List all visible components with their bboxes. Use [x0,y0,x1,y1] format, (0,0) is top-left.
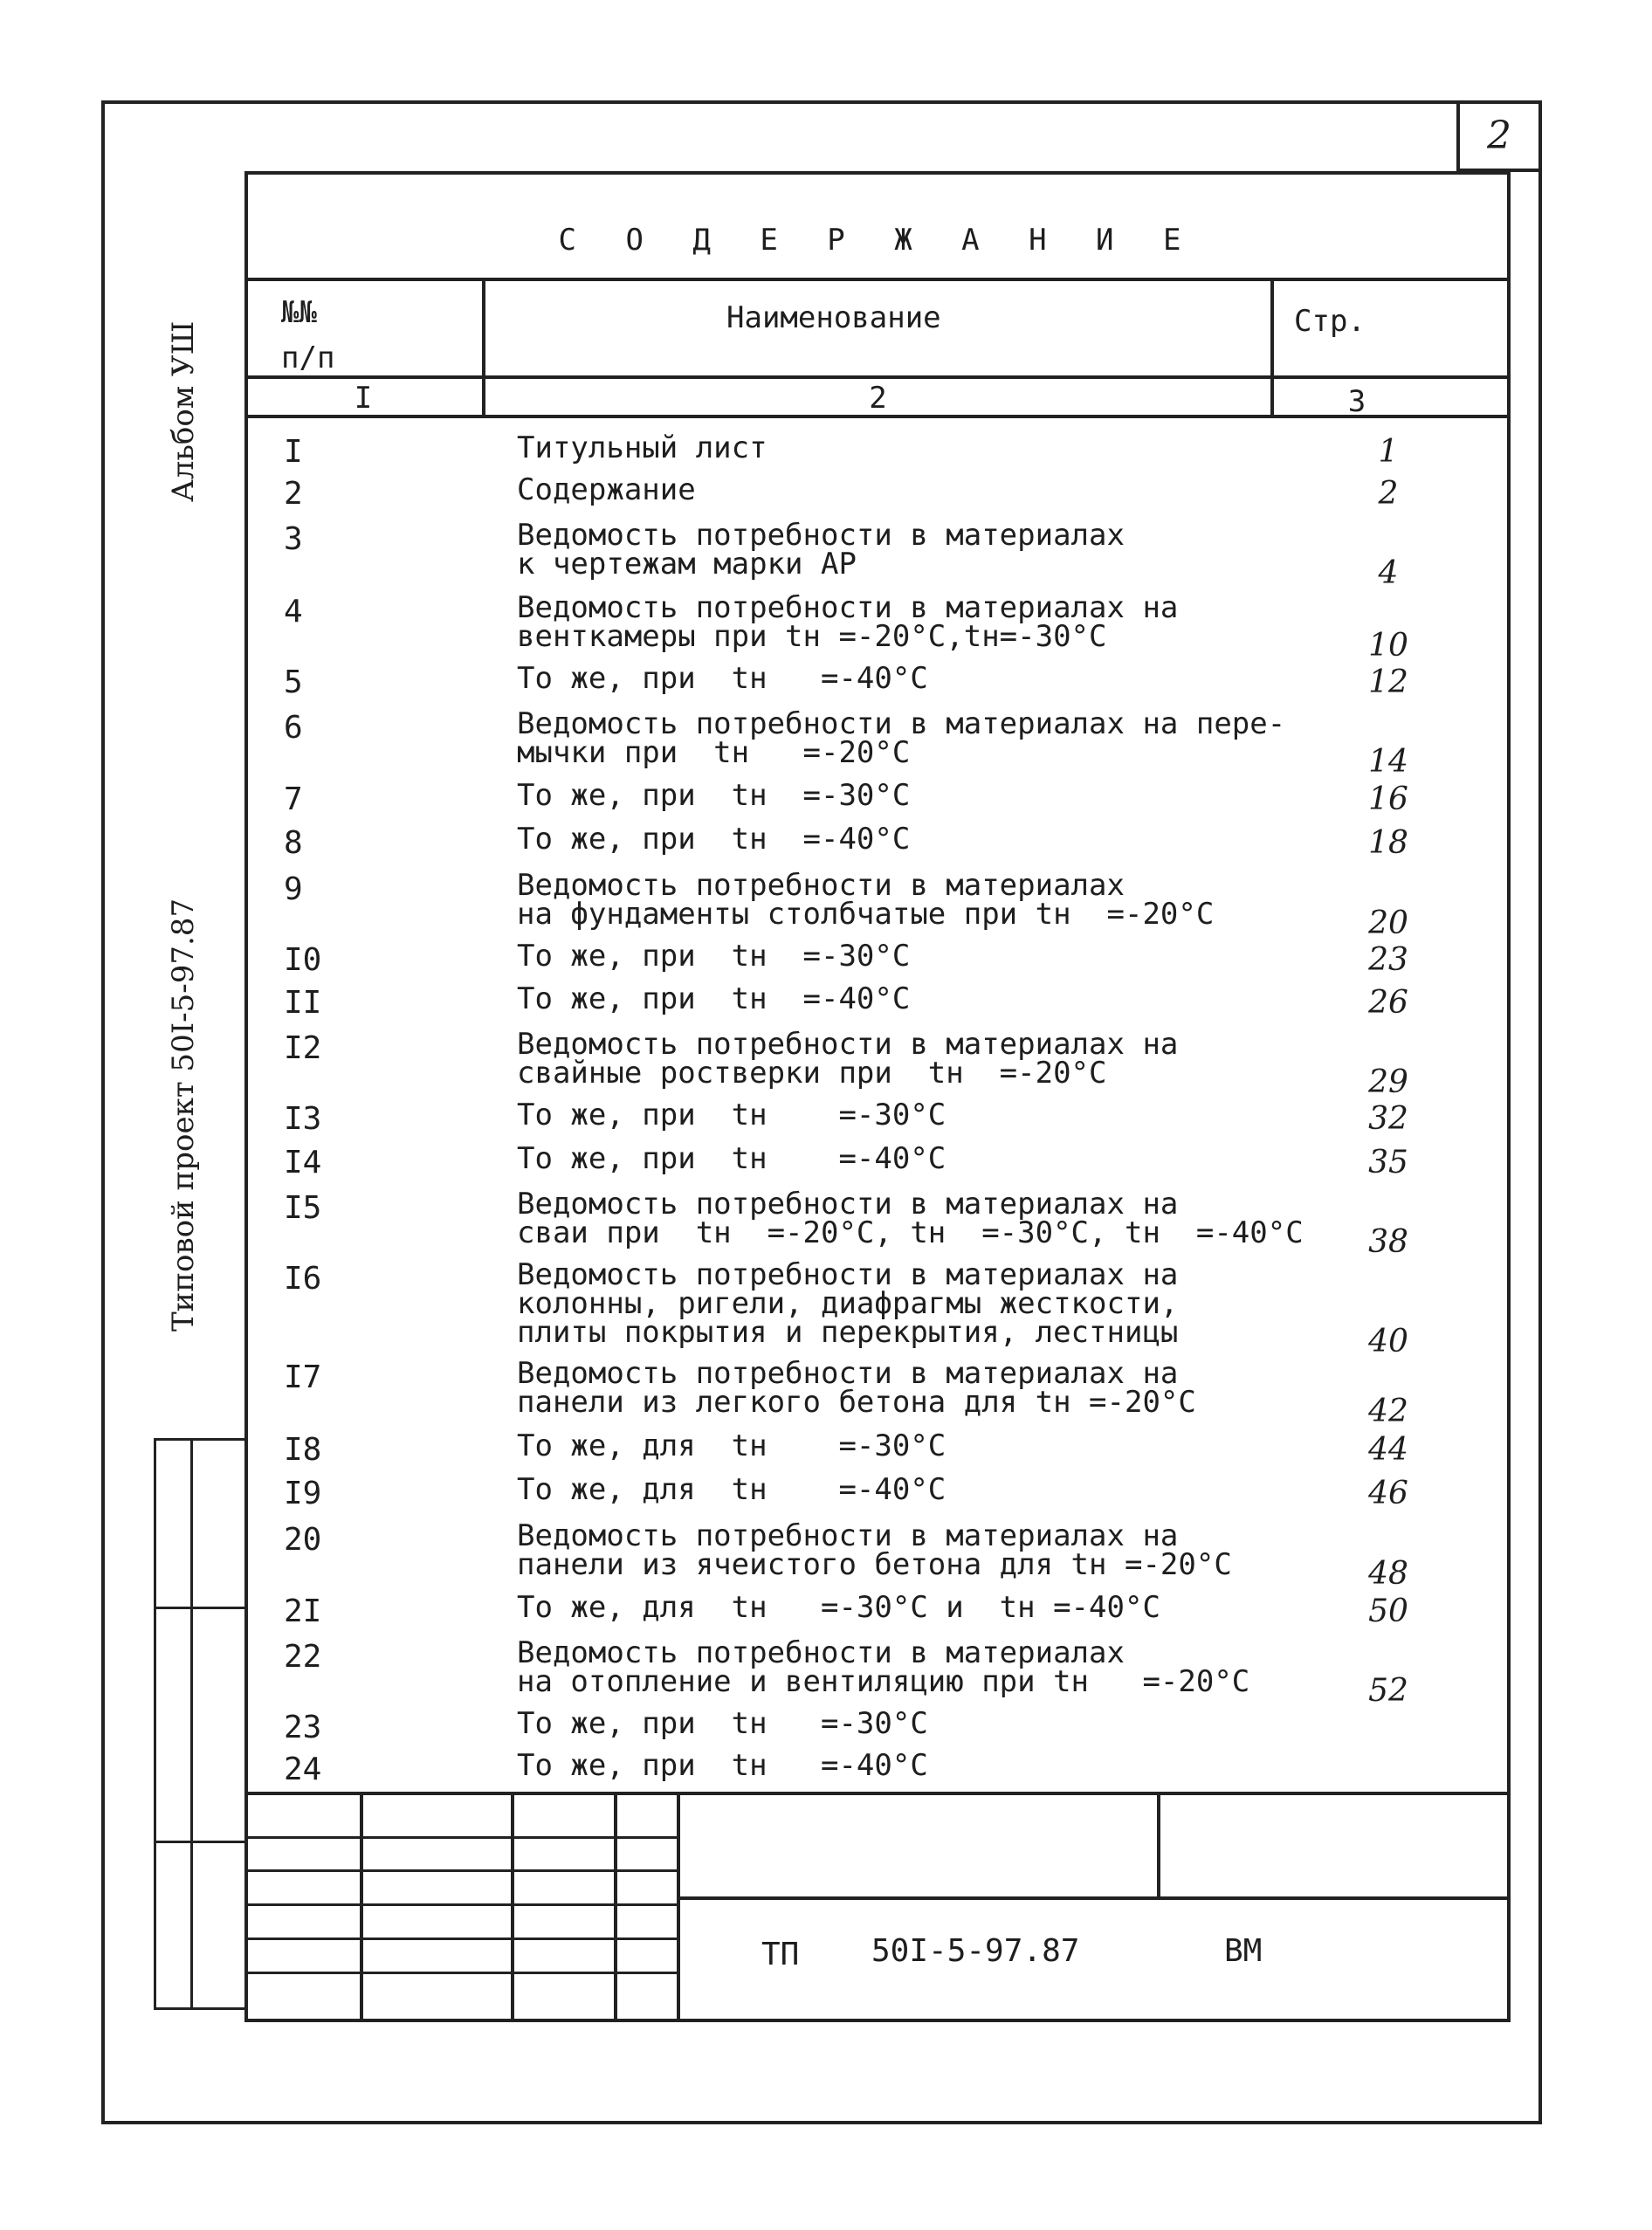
row-name: То же, при tн =-40°С [517,981,911,1016]
row-page: 16 [1368,781,1408,817]
row-page: 48 [1368,1556,1408,1592]
row-page: 52 [1368,1673,1408,1709]
stamp-v4 [677,1792,680,2022]
stamp-h2 [244,1869,677,1872]
row-number: I0 [284,942,322,978]
column-number-2: 2 [869,381,887,416]
row-number: I9 [284,1476,322,1511]
row-page: 18 [1368,825,1408,861]
stamp-tp: ТП [761,1937,800,1972]
row-number: 5 [284,664,303,700]
row-number: 2 [284,476,303,512]
row-page: 4 [1378,555,1399,591]
row-name: Ведомость потребности в материалах на панели из легкого бетона для tн =-20°С [517,1356,1196,1420]
column-number-3: 3 [1347,384,1366,419]
row-page: 32 [1368,1101,1408,1137]
stamp-h1 [244,1836,677,1839]
stamp-h-main [677,1896,1511,1900]
row-page: 40 [1368,1324,1408,1359]
stamp-h4 [244,1937,677,1940]
row-number: 6 [284,710,303,746]
side-strip-left [154,1438,156,2010]
document-title: С О Д Е Р Ж А Н И Е [558,223,1197,258]
row-number: I3 [284,1101,322,1137]
header-bottom-line [244,375,1511,379]
row-number: 22 [284,1639,322,1675]
row-name: Содержание [517,472,696,507]
row-page: 26 [1368,985,1408,1021]
row-name: То же, для tн =-40°С [517,1472,946,1507]
row-number: I [284,434,303,470]
row-name: То же, при tн =-40°С [517,1748,928,1783]
stamp-v5 [1157,1792,1160,1898]
row-name: Ведомость потребности в материалах на колонны, ригели, диафрагмы жесткости, плиты покрытия и перекрытия, лестницы [517,1257,1179,1350]
project-label: Типовой проект 50I-5-97.87 [166,898,201,1332]
row-number: II [284,985,322,1021]
row-name: Ведомость потребности в материалах на фундаменты столбчатые при tн =-20°С [517,868,1215,932]
stamp-mark: ВМ [1224,1933,1263,1969]
row-name: То же, при tн =-40°С [517,822,911,857]
sheet-number: 2 [1487,114,1511,158]
stamp-v2 [511,1792,514,2022]
header-number-col-2: п/п [281,341,335,375]
row-page: 20 [1368,905,1408,941]
row-name: То же, для tн =-30°С и tн =-40°С [517,1590,1160,1625]
column-number-1: I [354,381,373,416]
row-name: Ведомость потребности в материалах на сваи при tн =-20°С, tн =-30°С, tн =-40°С [517,1187,1304,1250]
side-strip-top [154,1438,244,1441]
row-name: Ведомость потребности в материалах на панели из ячеистого бетона для tн =-20°С [517,1518,1232,1582]
row-name: Ведомость потребности в материалах на свайные ростверки при tн =-20°С [517,1027,1179,1091]
row-name: То же, при tн =-30°С [517,778,911,813]
row-number: I7 [284,1359,322,1395]
row-number: 8 [284,825,303,861]
stamp-v3 [614,1792,617,2022]
row-name: Титульный лист [517,430,767,465]
row-page: 42 [1368,1394,1408,1429]
header-name-col: Наименование [726,300,941,335]
header-number-col-1: №№ [281,295,317,330]
row-name: То же, при tн =-30°С [517,1098,946,1132]
stamp-v1 [360,1792,363,2022]
side-strip-sep1 [154,1607,244,1609]
album-label: Альбом УШ [166,320,201,502]
row-name: Ведомость потребности в материалах на венткамеры при tн =-20°С,tн=-30°С [517,590,1179,654]
row-name: То же, при tн =-30°С [517,1706,928,1741]
side-strip-mid [190,1438,193,2010]
row-number: 24 [284,1752,322,1787]
row-number: I8 [284,1432,322,1468]
row-page: 35 [1368,1145,1408,1180]
row-page: 1 [1378,434,1399,470]
stamp-code: 50I-5-97.87 [871,1933,1080,1969]
row-number: 7 [284,781,303,817]
inner-frame [244,171,1511,2022]
row-name: То же, при tн =-40°С [517,1141,946,1176]
header-top-line [244,278,1511,281]
row-number: 2I [284,1593,322,1629]
row-name: То же, при tн =-30°С [517,939,911,974]
row-number: I6 [284,1261,322,1297]
row-number: 3 [284,521,303,557]
header-page-col: Стр. [1294,304,1366,339]
row-number: I5 [284,1190,322,1226]
row-page: 38 [1368,1224,1408,1260]
row-page: 14 [1368,744,1408,780]
stamp-top-line [244,1792,1511,1795]
row-number: 9 [284,871,303,907]
row-name: Ведомость потребности в материалах на пере- мычки при tн =-20°С [517,706,1286,770]
row-number: I2 [284,1030,322,1066]
row-number: 23 [284,1710,322,1745]
row-number: 4 [284,594,303,630]
row-page: 50 [1368,1593,1408,1629]
side-strip-bottom [154,2007,244,2010]
row-page: 23 [1368,942,1408,978]
row-name: Ведомость потребности в материалах на отопление и вентиляцию при tн =-20°С [517,1635,1250,1699]
row-page: 2 [1378,476,1399,512]
side-strip-sep2 [154,1841,244,1843]
row-page: 46 [1368,1476,1408,1511]
stamp-h5 [244,1972,677,1974]
row-page: 12 [1368,664,1408,700]
row-page: 29 [1368,1064,1408,1100]
stamp-h3 [244,1903,677,1906]
row-name: То же, при tн =-40°С [517,661,928,696]
row-page: 10 [1368,628,1408,664]
row-number: I4 [284,1145,322,1180]
row-page: 44 [1368,1432,1408,1468]
row-number: 20 [284,1522,322,1558]
row-name: Ведомость потребности в материалах к чертежам марки АР [517,518,1125,582]
row-name: То же, для tн =-30°С [517,1428,946,1463]
